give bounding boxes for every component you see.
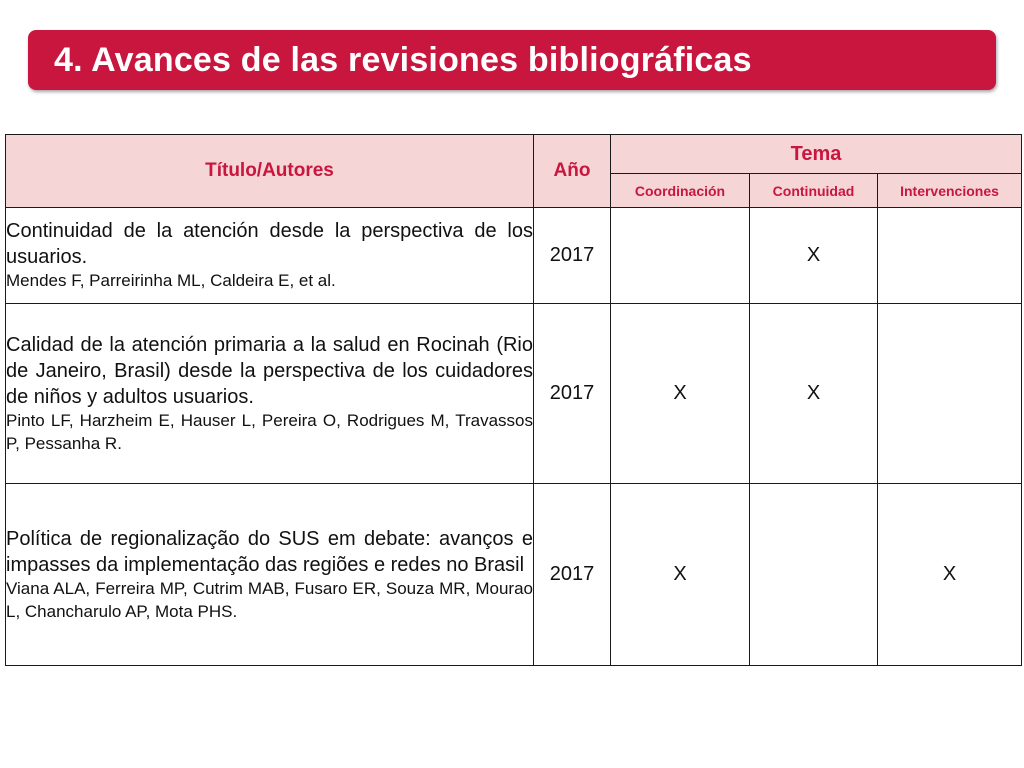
header-intervenciones: Intervenciones [878, 174, 1022, 208]
table-row [6, 208, 1022, 304]
article-title: Calidad de la atención primaria a la salud en Rocinah (Rio de Janeiro, Brasil) desde la perspectiva de los cuidadores de niños y adultos usuarios. [6, 334, 533, 409]
header-year: Año [534, 135, 611, 208]
row-title-authors-cell [6, 304, 534, 484]
intervenciones-mark [878, 304, 1022, 484]
article-authors: Pinto LF, Harzheim E, Hauser L, Pereira O, Rodrigues M, Travassos P, Pessanha R. [6, 411, 533, 453]
intervenciones-mark: X [878, 484, 1022, 666]
intervenciones-mark [878, 208, 1022, 304]
continuidad-mark: X [750, 208, 878, 304]
article-title: Política de regionalização do SUS em debate: avanços e impasses da implementação das regiões e redes no Brasil [6, 528, 533, 577]
year-cell: 2017 [534, 304, 611, 484]
coordinacion-mark: X [611, 304, 750, 484]
table-row [6, 484, 1022, 666]
slide-title: 4. Avances de las revisiones bibliográficas [54, 40, 752, 79]
continuidad-mark [750, 484, 878, 666]
coordinacion-mark [611, 208, 750, 304]
article-authors: Mendes F, Parreirinha ML, Caldeira E, et al. [6, 271, 336, 291]
year-cell: 2017 [534, 484, 611, 666]
slide-title-bar [28, 30, 996, 90]
header-continuidad: Continuidad [750, 174, 878, 208]
year-cell: 2017 [534, 208, 611, 304]
article-title: Continuidad de la atención desde la perspectiva de los usuarios. [6, 220, 533, 269]
row-title-authors-cell [6, 208, 534, 304]
literature-review-table [5, 134, 1022, 666]
row-title-authors-cell [6, 484, 534, 666]
coordinacion-mark: X [611, 484, 750, 666]
header-coordinacion: Coordinación [611, 174, 750, 208]
table-row [6, 304, 1022, 484]
continuidad-mark: X [750, 304, 878, 484]
header-tema: Tema [611, 135, 1022, 174]
header-title-authors: Título/Autores [6, 135, 534, 208]
article-authors: Viana ALA, Ferreira MP, Cutrim MAB, Fusaro ER, Souza MR, Mourao L, Chancharulo AP, Mota PHS. [6, 579, 533, 621]
